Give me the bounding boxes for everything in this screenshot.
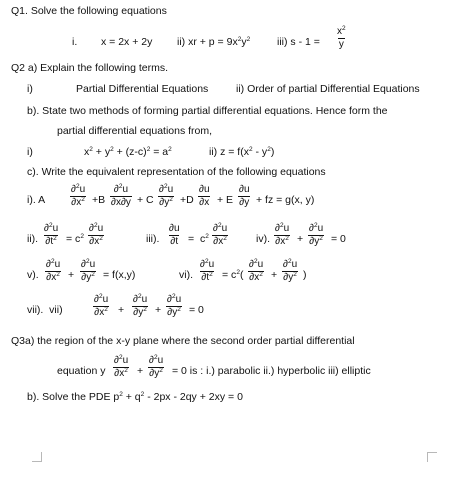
- c-i-frac-3: $\frac{\partial^2u}{\partial y^2}$: [159, 183, 174, 208]
- c-i-op-b: +B: [92, 194, 106, 206]
- c-vii-label: vii). vii): [27, 304, 63, 316]
- q3b-eq: b). Solve the PDE $p^2 + q^2 - 2px - 2qy + 2xy = 0$: [27, 391, 243, 403]
- q2a-i-text: Partial Differential Equations: [76, 83, 209, 95]
- c-vii-frac-3: $\frac{\partial^2u}{\partial y^2}$: [167, 293, 182, 318]
- q3a-eq-suffix: = 0 is : i.) parabolic ii.) hyperbolic iii) elliptic: [172, 365, 371, 377]
- c-vii-frac-1: $\frac{\partial^2u}{\partial x^2}$: [94, 293, 109, 318]
- q1-eq-ii: ii) xr + $p = 9x^2y^2$: [177, 36, 251, 48]
- q3a-line1: Q3a) the region of the x-y plane where the second order partial differential: [11, 335, 355, 347]
- c-iii-label: iii).: [146, 233, 160, 245]
- c-ii-label: ii).: [27, 233, 39, 245]
- c-vi-op: +: [271, 269, 278, 281]
- q2b-line1: b). State two methods of forming partial differential equations. Hence form the: [27, 105, 388, 117]
- c-v-rhs: = f(x,y): [103, 269, 136, 281]
- c-i-op-e: + E: [217, 194, 234, 206]
- q2b-i-eq: $x^2 + y^2 + (z-c)^2 = a^2$: [84, 146, 172, 158]
- q1-title: Q1. Solve the following equations: [11, 5, 167, 17]
- q3a-frac-2: $\frac{\partial^2u}{\partial y^2}$: [149, 354, 164, 379]
- q2b-ii-eq: ii) $z = f(x^2 - y^2)$: [209, 146, 275, 158]
- q2a-ii-text: ii) Order of partial Differential Equations: [236, 83, 420, 95]
- c-iii-frac-1: $\frac{\partial u}{\partial t}$: [169, 223, 180, 247]
- c-i-frac-2: $\frac{\partial^2u}{\partial x\partial y}$: [111, 183, 131, 208]
- c-iv-rhs: = 0: [331, 233, 346, 245]
- c-i-op-d: +D: [180, 194, 194, 206]
- q3a-eq-prefix: equation y: [57, 365, 106, 377]
- c-ii-frac-2: $\frac{\partial^2u}{\partial x^2}$: [89, 222, 104, 247]
- c-ii-eq: = $c^2$: [66, 233, 84, 245]
- c-v-op: +: [68, 269, 75, 281]
- c-i-rhs: + fz = g(x, y): [256, 194, 315, 206]
- c-iii-eq: = $c^2$: [188, 233, 209, 245]
- q2c-heading: c). Write the equivalent representation of the following equations: [27, 166, 326, 178]
- c-v-label: v).: [27, 269, 39, 281]
- q2b-i-label: i): [27, 146, 33, 158]
- c-iv-op: +: [297, 233, 304, 245]
- q2b-line2: partial differential equations from,: [57, 125, 213, 137]
- q2a-heading: Q2 a) Explain the following terms.: [11, 62, 168, 74]
- q1-eq-i: x = 2x + 2y: [101, 36, 153, 48]
- c-i-frac-1: $\frac{\partial^2u}{\partial x^2}$: [71, 183, 86, 208]
- c-iv-label: iv).: [256, 233, 270, 245]
- c-vi-close: ): [303, 269, 307, 281]
- q3a-frac-1: $\frac{\partial^2u}{\partial x^2}$: [114, 354, 129, 379]
- q1-item-i-label: i.: [72, 36, 78, 48]
- c-i-op-c: + C: [137, 194, 154, 206]
- c-vii-rhs: = 0: [189, 304, 204, 316]
- c-v-frac-2: $\frac{\partial^2u}{\partial y^2}$: [81, 258, 96, 283]
- c-vi-eq: = $c^2$(: [222, 269, 244, 281]
- page-corner-mark-left: [32, 452, 42, 462]
- c-iv-frac-2: $\frac{\partial^2u}{\partial y^2}$: [309, 222, 324, 247]
- c-i-frac-5: $\frac{\partial u}{\partial y}$: [239, 184, 250, 208]
- c-i-label: i). A: [27, 194, 46, 206]
- c-vii-op-1: +: [118, 304, 125, 316]
- c-vi-frac-1: $\frac{\partial^2u}{\partial t^2}$: [200, 258, 215, 283]
- c-vi-frac-3: $\frac{\partial^2u}{\partial y^2}$: [283, 258, 298, 283]
- c-vi-frac-2: $\frac{\partial^2u}{\partial x^2}$: [249, 258, 264, 283]
- c-i-frac-4: $\frac{\partial u}{\partial x}$: [199, 184, 210, 208]
- q3a-op: +: [137, 365, 144, 377]
- c-vii-op-2: +: [155, 304, 162, 316]
- c-vii-frac-2: $\frac{\partial^2u}{\partial y^2}$: [133, 293, 148, 318]
- q1-eq-iii: iii) s - 1 =: [277, 36, 320, 48]
- c-iv-frac-1: $\frac{\partial^2u}{\partial x^2}$: [275, 222, 290, 247]
- q1-eq-iii-fraction: $\frac{x^2}{y}$: [337, 25, 346, 50]
- c-v-frac-1: $\frac{\partial^2u}{\partial x^2}$: [46, 258, 61, 283]
- c-ii-frac-1: $\frac{\partial^2u}{\partial t^2}$: [44, 222, 59, 247]
- c-vi-label: vi).: [179, 269, 193, 281]
- c-iii-frac-2: $\frac{\partial^2u}{\partial x^2}$: [213, 222, 228, 247]
- q2a-i-label: i): [27, 83, 33, 95]
- page-corner-mark-right: [427, 452, 437, 462]
